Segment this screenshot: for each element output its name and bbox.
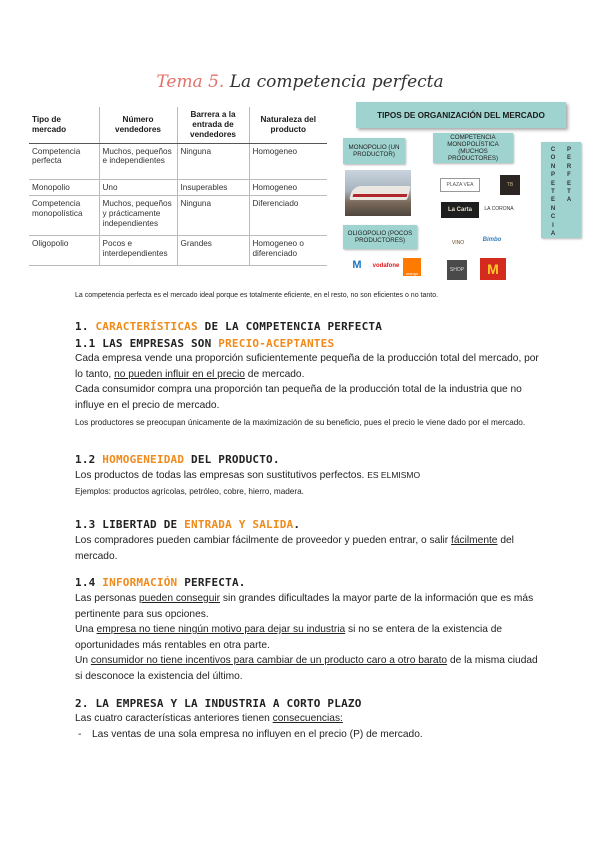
table-cell: Oligopolio (29, 236, 99, 266)
examples: Ejemplos: productos agrícolas, petróleo, cobre, hierro, madera. (75, 487, 304, 496)
table-cell: Insuperables (177, 179, 249, 196)
vertical-letter: R (566, 163, 572, 170)
paragraph: Cada empresa vende una proporción suficientemente pequeña de la producción total del mercado, por lo tanto, no pueden influir en el precio de mercado. Cada consumidor compra una proporción tan pequeña de la producción total de la industria que no influye en el precio de mercado. (75, 353, 539, 411)
table-cell: Diferenciado (249, 196, 327, 236)
table-cell: Ninguna (177, 196, 249, 236)
table-cell: Homogeneo o diferenciado (249, 236, 327, 266)
oligopolio-box: OLIGOPOLIO (POCOS PRODUCTORES) (343, 225, 417, 249)
table-header: Tipo de mercado (29, 107, 99, 143)
vertical-label-1 (547, 146, 559, 238)
vertical-label-2 (563, 146, 575, 205)
vertical-letter: A (550, 231, 556, 238)
table-cell: Uno (99, 179, 177, 196)
table-row (29, 179, 327, 196)
diagram-heading: TIPOS DE ORGANIZACIÓN DEL MERCADO (356, 102, 566, 128)
vertical-letter: P (566, 147, 571, 153)
monopolio-box: MONOPOLIO (UN PRODUCTOR) (343, 138, 405, 164)
competencia-perfecta-box (541, 142, 581, 238)
table-cell: Muchos, pequeños y prácticamente independientes (99, 196, 177, 236)
vertical-letter: O (550, 155, 556, 162)
vertical-letter: A (566, 197, 572, 204)
orange-logo: orange (403, 258, 421, 276)
vertical-letter: E (550, 197, 555, 204)
la-corona-logo: LA CORONA (484, 206, 514, 212)
table-cell: Competencia monopolística (29, 196, 99, 236)
table-cell: Pocos e interdependientes (99, 236, 177, 266)
vertical-letter: C (550, 147, 556, 153)
table-header: Barrera a la entrada de vendedores (177, 107, 249, 143)
vertical-letter: N (550, 163, 556, 170)
plaza-logo: PLAZA VEA (440, 178, 480, 192)
paragraph: Los productos de todas las empresas son sustitutivos perfectos. ES ELMISMO (75, 470, 421, 481)
vertical-letter: P (550, 172, 555, 179)
market-types-table (29, 107, 327, 266)
brand-logo: Bimbo (482, 237, 502, 243)
table-cell: Grandes (177, 236, 249, 266)
table-header: Naturaleza del producto (249, 107, 327, 143)
paragraph: Las cuatro características anteriores tienen consecuencias: (75, 713, 343, 724)
competencia-monopolistica-box: COMPETENCIA MONOPOLÍSTICA (MUCHOS PRODUCTORES) (433, 133, 513, 163)
paragraph: Los compradores pueden cambiar fácilmente de proveedor y pueden entrar, o salir fácilmente del mercado. (75, 535, 514, 562)
vertical-letter: C (550, 214, 556, 221)
vertical-letter: F (567, 172, 571, 179)
shop-logo: SHOP (447, 260, 467, 280)
la-carta-logo: La Carta (441, 202, 479, 218)
vertical-letter: T (567, 189, 571, 196)
vertical-letter: N (550, 205, 556, 212)
productores-note: Los productores se preocupan únicamente de la maximización de su beneficio, pues el precio le viene dado por el mercado. (75, 418, 526, 427)
table-cell: Competencia perfecta (29, 143, 99, 179)
table-row (29, 143, 327, 179)
mcdonalds-logo: M (480, 258, 506, 280)
vodafone-logo: vodafone (372, 263, 400, 269)
table-row (29, 196, 327, 236)
subsection-1-4-heading: 1.4 INFORMACIÓN PERFECTA. (75, 576, 246, 589)
movistar-logo: M (352, 259, 362, 271)
vertical-letter: T (551, 189, 555, 196)
table-cell: Monopolio (29, 179, 99, 196)
table-row (29, 236, 327, 266)
paragraph: Las personas pueden conseguir sin grandes dificultades la mayor parte de la información que es más pertinente para sus opciones. Una empresa no tiene ningún motivo para dejar su industria si no se entera de la existencia de oportunidades más rentables en otra parte. Un consumidor no tiene incentivos para cambiar de un producto caro a otro barato de la misma ciudad si desconoce la existencia del último. (75, 593, 538, 682)
tabaco-logo: TB (500, 175, 520, 195)
table-header-row (29, 107, 327, 143)
table-header: Número vendedores (99, 107, 177, 143)
vertical-letter: I (552, 222, 554, 229)
table-cell: Muchos, pequeños e independientes (99, 143, 177, 179)
page-title: Tema 5. La competencia perfecta (156, 72, 444, 92)
subsection-1-2-heading: 1.2 HOMOGENEIDAD DEL PRODUCTO. (75, 453, 280, 466)
train-image (345, 170, 411, 216)
subsection-1-1-heading: 1.1 LAS EMPRESAS SON PRECIO-ACEPTANTES (75, 337, 335, 350)
table-cell: Ninguna (177, 143, 249, 179)
section-1-heading: 1. CARACTERÍSTICAS DE LA COMPETENCIA PERFECTA (75, 320, 383, 333)
table-cell: Homogeneo (249, 143, 327, 179)
list-item: - Las ventas de una sola empresa no influyen en el precio (P) de mercado. (78, 729, 423, 740)
winery-logo: VINO (451, 240, 465, 246)
table-cell: Homogeneo (249, 179, 327, 196)
vertical-letter: E (566, 180, 571, 187)
vertical-letter: E (550, 180, 555, 187)
section-2-heading: 2. LA EMPRESA Y LA INDUSTRIA A CORTO PLAZO (75, 697, 362, 710)
subsection-1-3-heading: 1.3 LIBERTAD DE ENTRADA Y SALIDA. (75, 518, 301, 531)
intro-note: La competencia perfecta es el mercado ideal porque es totalmente eficiente, en el resto, no son eficientes o no tanto. (75, 292, 439, 299)
vertical-letter: E (566, 155, 571, 162)
